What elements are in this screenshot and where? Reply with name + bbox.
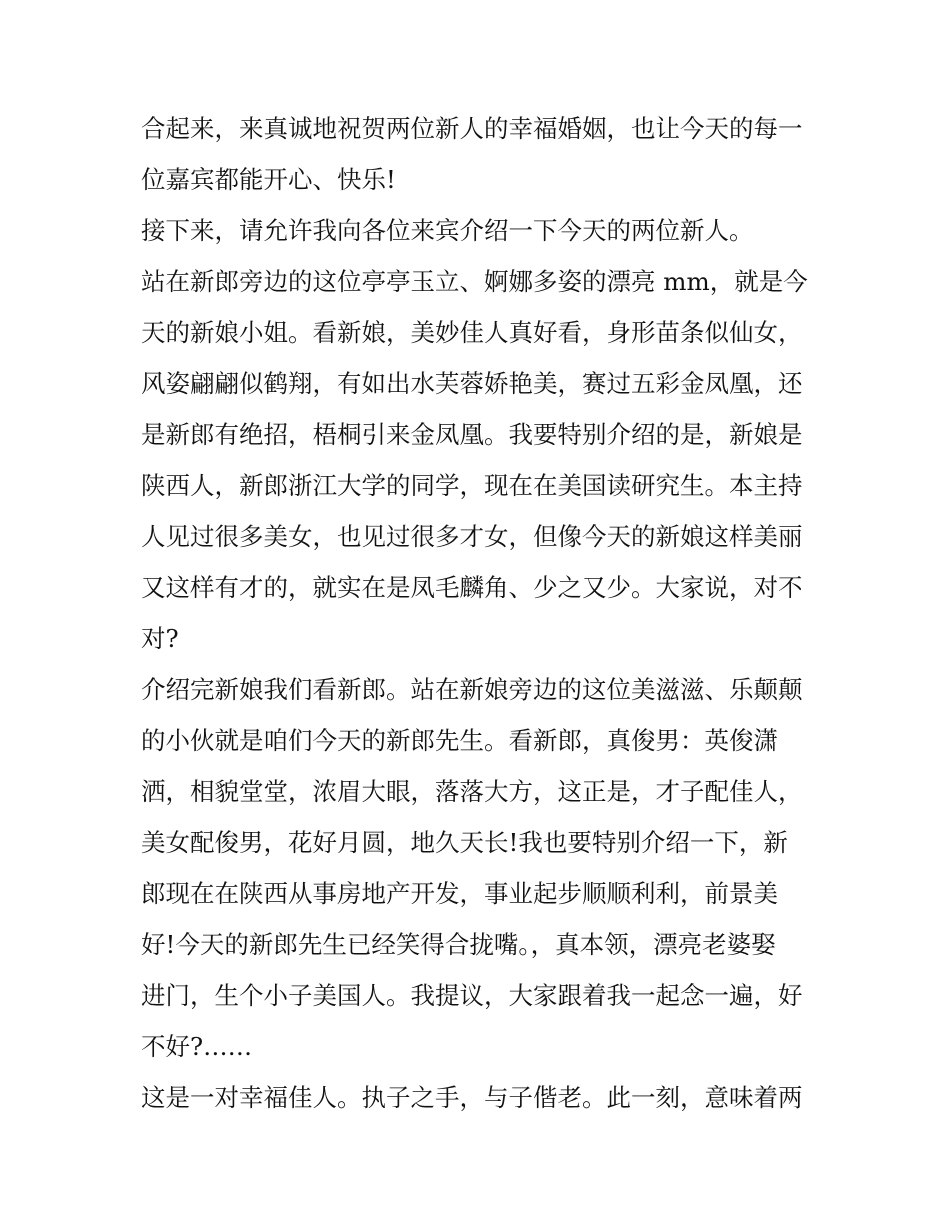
text-line: 对? (141, 624, 179, 653)
text-line: 洒，相貌堂堂，浓眉大眼，落落大方，这正是，才子配佳人， (141, 777, 803, 806)
text-line: 位嘉宾都能开心、快乐! (141, 165, 396, 194)
text-line: 进门，生个小子美国人。我提议，大家跟着我一起念一遍，好 (141, 981, 803, 1010)
text-line: 天的新娘小姐。看新娘，美妙佳人真好看，身形苗条似仙女， (141, 318, 803, 347)
text-line: 站在新郎旁边的这位亭亭玉立、婀娜多姿的漂亮 mm，就是今 (141, 267, 808, 296)
text-line: 不好?…… (141, 1032, 253, 1061)
text-line: 是新郎有绝招，梧桐引来金凤凰。我要特别介绍的是，新娘是 (141, 420, 803, 449)
text-line: 郎现在在陕西从事房地产开发，事业起步顺顺利利，前景美 (141, 879, 778, 908)
text-line: 风姿翩翩似鹤翔，有如出水芙蓉娇艳美，赛过五彩金凤凰，还 (141, 369, 803, 398)
text-line: 人见过很多美女，也见过很多才女，但像今天的新娘这样美丽 (141, 522, 803, 551)
text-line: 介绍完新娘我们看新郎。站在新娘旁边的这位美滋滋、乐颠颠 (141, 675, 803, 704)
text-line: 好!今天的新郎先生已经笑得合拢嘴。，真本领，漂亮老婆娶 (141, 930, 776, 959)
text-line: 陕西人，新郎浙江大学的同学，现在在美国读研究生。本主持 (141, 471, 803, 500)
text-line: 这是一对幸福佳人。执子之手，与子偕老。此一刻，意味着两 (141, 1083, 803, 1112)
text-line: 美女配俊男，花好月圆，地久天长!我也要特别介绍一下，新 (141, 828, 788, 857)
text-line: 接下来，请允许我向各位来宾介绍一下今天的两位新人。 (141, 216, 754, 245)
text-line: 合起来，来真诚地祝贺两位新人的幸福婚姻，也让今天的每一 (141, 114, 803, 143)
text-line: 的小伙就是咱们今天的新郎先生。看新郎，真俊男：英俊潇 (141, 726, 778, 755)
text-line: 又这样有才的，就实在是凤毛麟角、少之又少。大家说，对不 (141, 573, 803, 602)
